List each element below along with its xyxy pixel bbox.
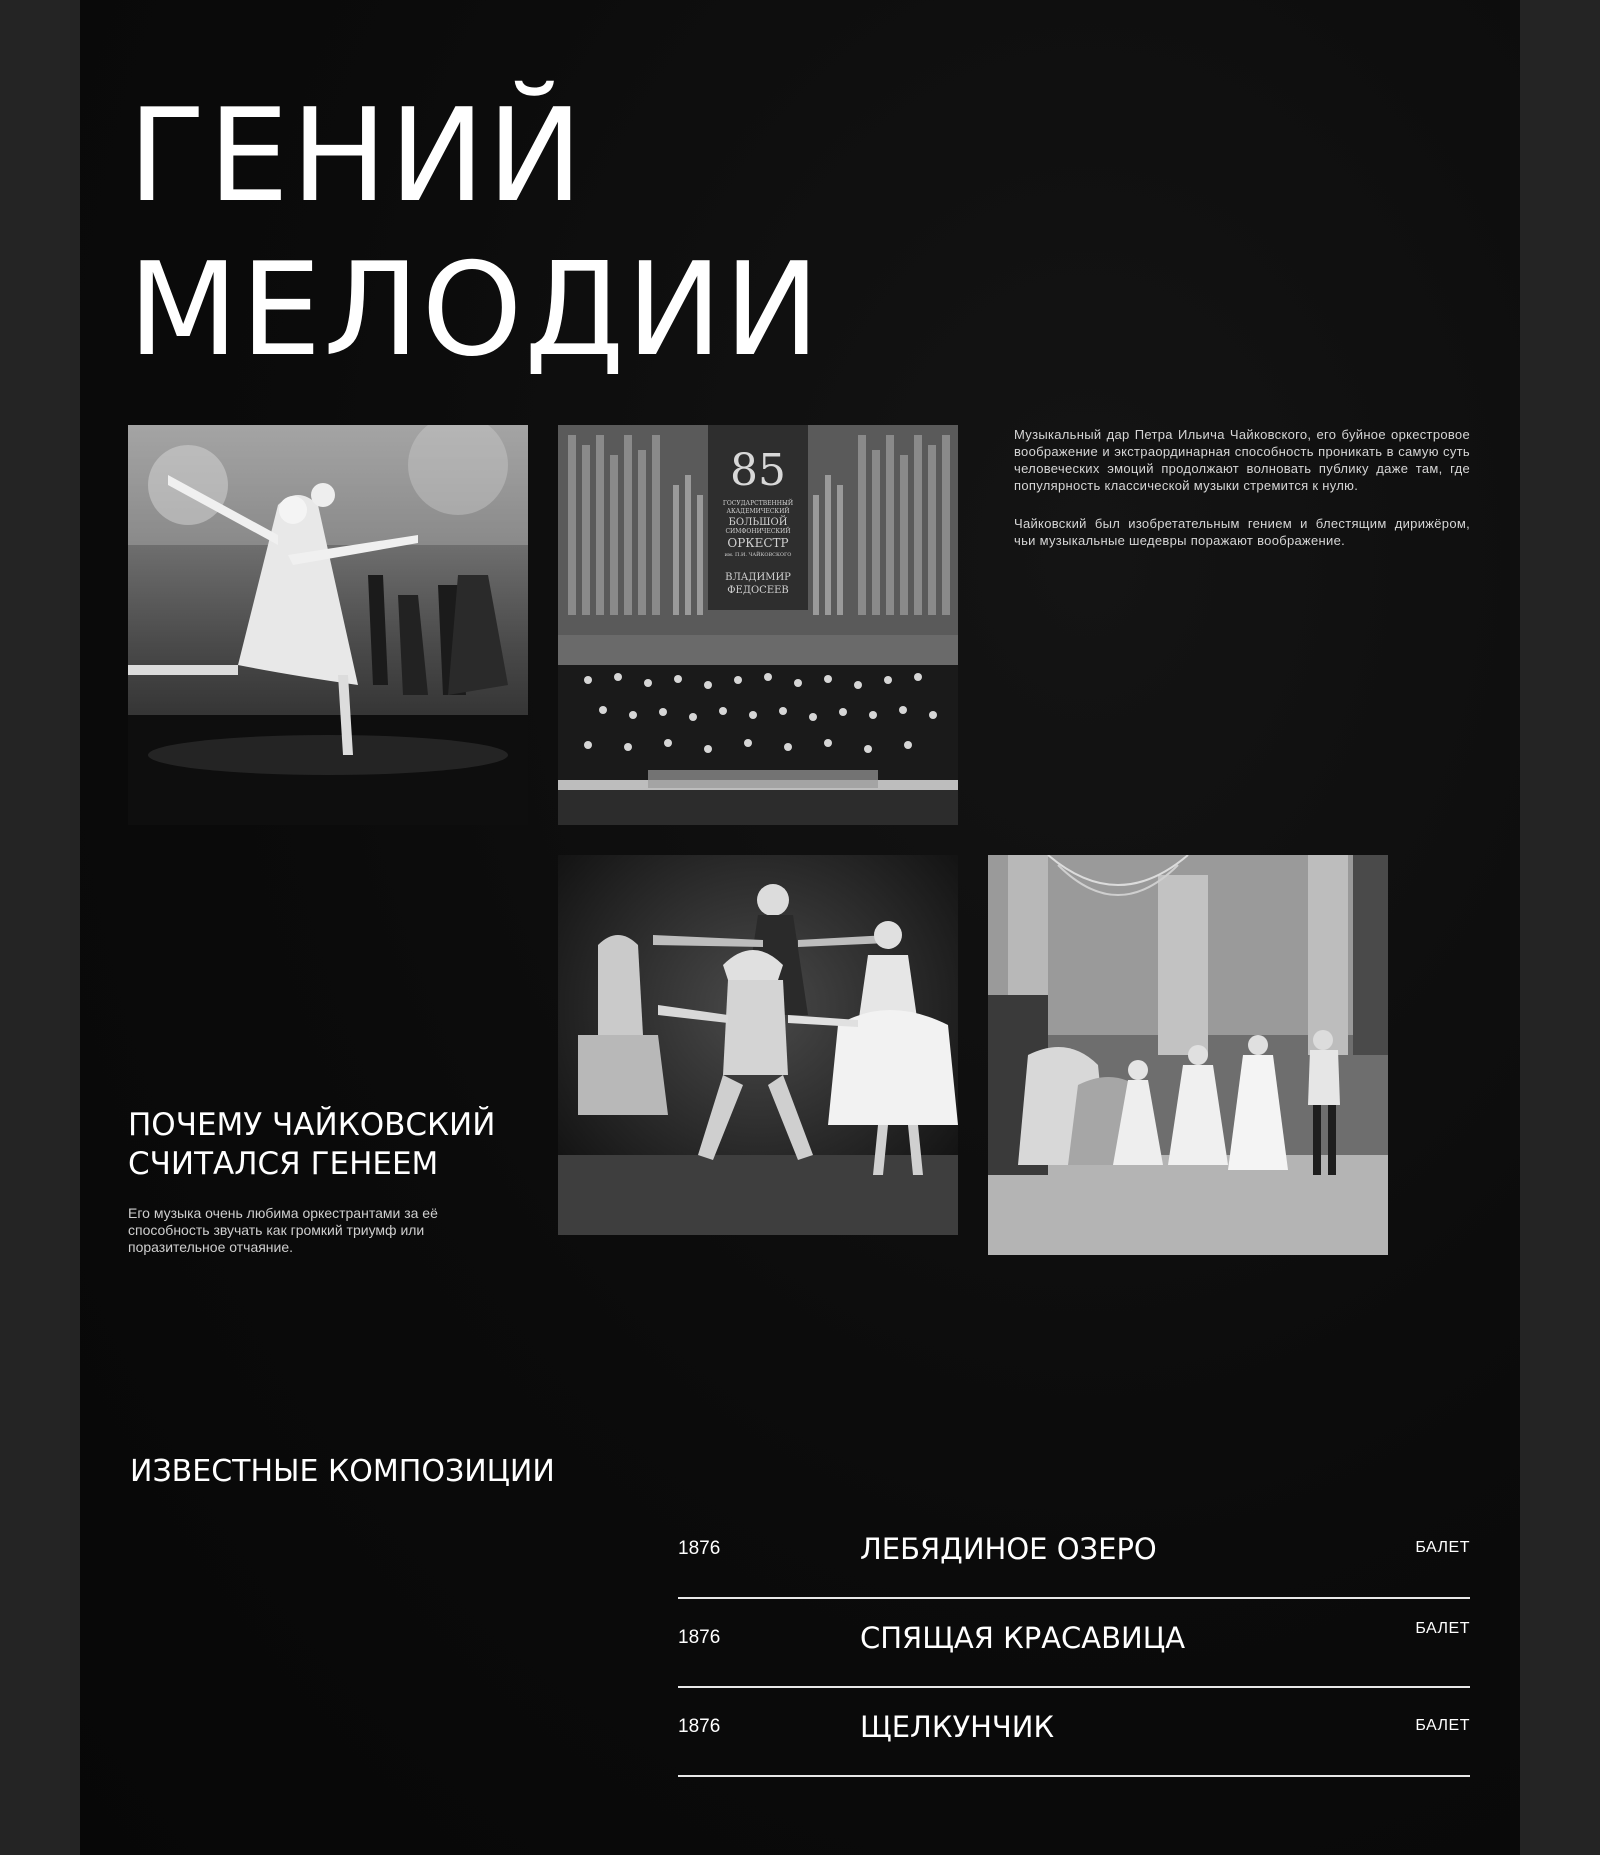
poster-line: ВЛАДИМИР	[725, 572, 791, 583]
why-title: ПОЧЕМУ ЧАЙКОВСКИЙ СЧИТАЛСЯ ГЕНЕЕМ	[128, 1107, 496, 1182]
photo-ball-scene	[988, 855, 1388, 1255]
composition-row[interactable]	[678, 1510, 1470, 1599]
title-line-1: ГЕНИЙ	[128, 82, 585, 231]
composition-year: 1876	[678, 1627, 721, 1648]
compositions-title: ИЗВЕСТНЫЕ КОМПОЗИЦИИ	[130, 1454, 555, 1489]
poster-line: СИМФОНИЧЕСКИЙ	[725, 528, 791, 535]
poster-line: ФЕДОСЕЕВ	[727, 585, 789, 596]
page-title	[128, 80, 822, 388]
photo-nutcracker-scene	[558, 855, 958, 1235]
composition-name: ЛЕБЯДИНОЕ ОЗЕРО	[860, 1532, 1157, 1566]
poster-line: АКАДЕМИЧЕСКИЙ	[726, 508, 790, 515]
photo-ballet-duet	[128, 425, 528, 825]
composition-name: ЩЕЛКУНЧИК	[860, 1710, 1055, 1744]
poster-line: ОРКЕСТР	[727, 536, 789, 550]
title-line-2: МЕЛОДИИ	[128, 236, 822, 385]
intro-paragraph-1: Музыкальный дар Петра Ильича Чайковского, его буйное оркестровое воображение и экстраординарная способность проникать в самую суть человеческих эмоций продолжают волновать публику даже там, где популярность классической музыки стремится к нулю.	[1014, 427, 1470, 493]
compositions-list	[678, 1510, 1470, 1777]
composition-year: 1876	[678, 1538, 721, 1559]
composition-name: СПЯЩАЯ КРАСАВИЦА	[860, 1621, 1186, 1655]
poster-number: 85	[730, 445, 786, 496]
page	[80, 0, 1520, 1855]
intro-text	[1014, 426, 1470, 570]
intro-paragraph-2: Чайковский был изобретательным гением и блестящим дирижёром, чьи музыкальные шедевры поражают воображение.	[1014, 516, 1470, 548]
composition-type: БАЛЕТ	[1415, 1717, 1470, 1734]
composition-row[interactable]	[678, 1688, 1470, 1777]
why-text: Его музыка очень любима оркестрантами за её способность звучать как громкий триумф или поразительное отчаяние.	[128, 1205, 438, 1255]
composition-type: БАЛЕТ	[1415, 1539, 1470, 1556]
composition-row[interactable]	[678, 1599, 1470, 1688]
poster-line: ГОСУДАРСТВЕННЫЙ	[722, 500, 794, 507]
photo-orchestra-hall	[558, 425, 958, 825]
composition-type: БАЛЕТ	[1415, 1620, 1470, 1637]
composition-year: 1876	[678, 1716, 721, 1737]
poster-line: БОЛЬШОЙ	[728, 517, 788, 528]
poster-line: им. П.И. ЧАЙКОВСКОГО	[724, 552, 792, 558]
